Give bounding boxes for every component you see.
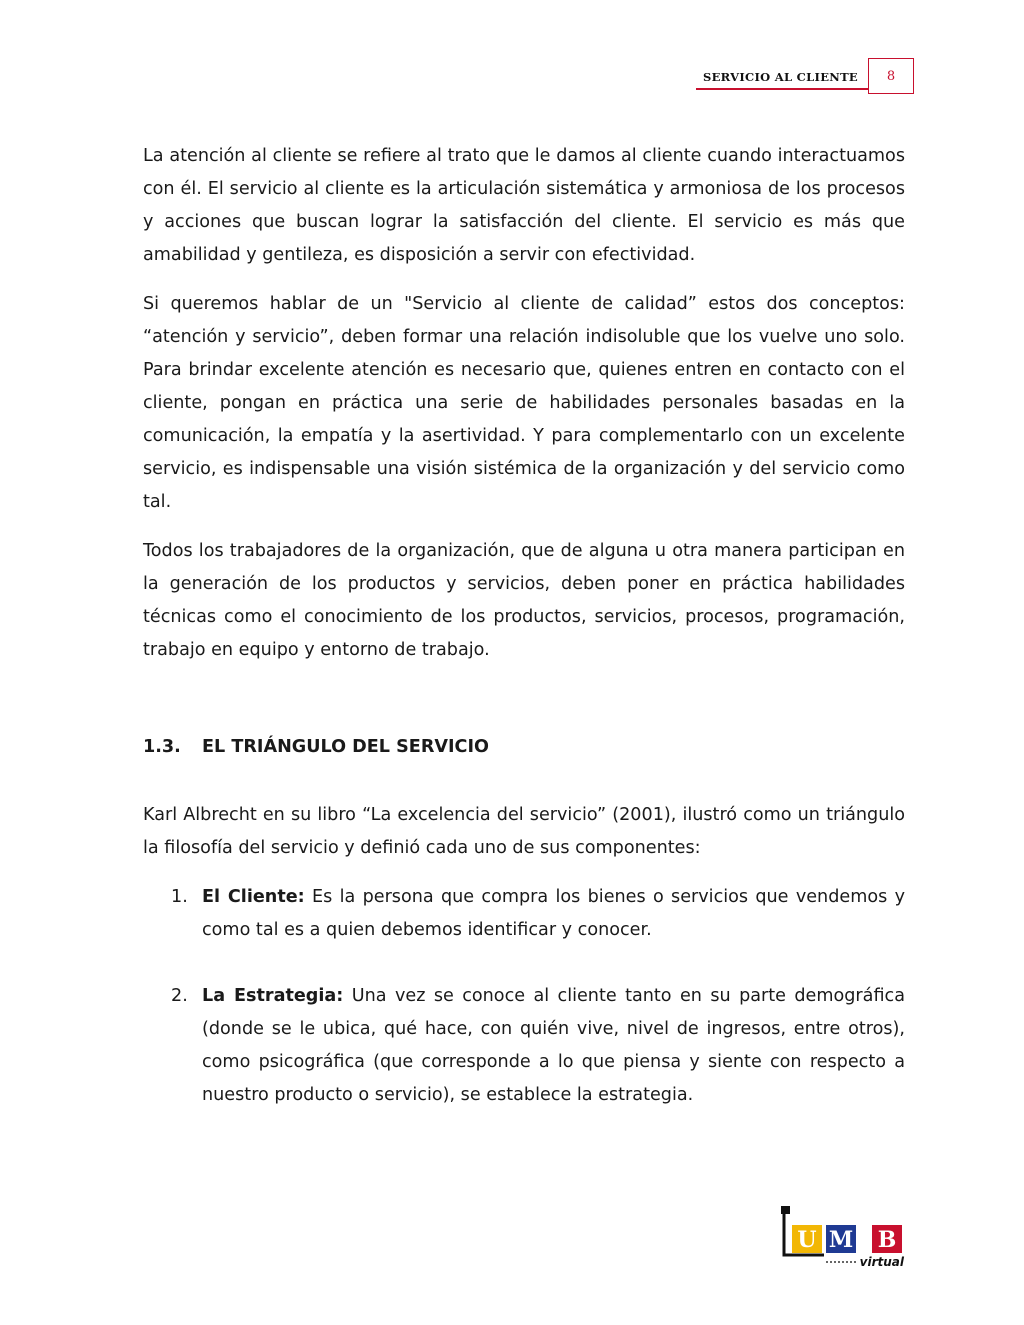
paragraph-2: Si queremos hablar de un "Servicio al cliente de calidad” estos dos conceptos: “atención y servicio”, deben formar una relación indisoluble que los vuelve uno solo. Para brindar excelente atención es necesario que, quienes entren en contacto con el cliente, pongan en práctica una serie de habilidades personales basadas en la comunicación, la empatía y la asertividad. Y para complementarlo con un excelente servicio, es indispensable una visión sistémica de la organización y del servicio como tal.	[143, 294, 905, 512]
logo-letter-m: M	[828, 1227, 854, 1253]
list-item	[143, 980, 905, 1112]
header-title: SERVICIO AL CLIENTE	[702, 70, 858, 84]
section-heading	[143, 731, 905, 764]
list-marker: 1.	[171, 887, 188, 907]
page-header	[0, 58, 1024, 94]
paragraph-3: Todos los trabajadores de la organización, que de alguna u otra manera participan en la generación de los productos y servicios, deben poner en práctica habilidades técnicas como el conocimiento de los productos, servicios, procesos, programación, trabajo en equipo y entorno de trabajo.	[143, 541, 905, 660]
section-number: 1.3.	[143, 737, 181, 757]
paragraph-1: La atención al cliente se refiere al trato que le damos al cliente cuando interactuamos con él. El servicio al cliente es la articulación sistemática y armoniosa de los procesos y acciones que buscan lograr la satisfacción del cliente. El servicio es más que amabilidad y gentileza, es disposición a servir con efectividad.	[143, 146, 905, 265]
section-intro: Karl Albrecht en su libro “La excelencia del servicio” (2001), ilustró como un triángulo la filosofía del servicio y definió cada uno de sus componentes:	[143, 805, 905, 858]
umb-virtual-logo	[780, 1205, 906, 1270]
list-term: La Estrategia:	[202, 986, 344, 1006]
page-number: 8	[868, 58, 914, 94]
list-text: Es la persona que compra los bienes o servicios que vendemos y como tal es a quien debemos identificar y conocer.	[202, 887, 905, 940]
section-title: EL TRIÁNGULO DEL SERVICIO	[202, 737, 489, 757]
logo-letter-b: B	[877, 1227, 897, 1253]
component-list	[143, 881, 905, 1112]
page-content	[143, 140, 905, 1145]
list-marker: 2.	[171, 986, 188, 1006]
list-term: El Cliente:	[202, 887, 305, 907]
header-rule	[696, 88, 868, 90]
list-text: Una vez se conoce al cliente tanto en su parte demográfica (donde se le ubica, qué hace, con quién vive, nivel de ingresos, entre otros), como psicográfica (que corresponde a lo que piensa y siente con respecto a nuestro producto o servicio), se establece la estrategia.	[202, 986, 905, 1105]
logo-subtitle: virtual	[859, 1255, 904, 1269]
logo-letter-u: U	[797, 1227, 817, 1253]
logo-frame-corner	[781, 1206, 790, 1214]
list-item	[143, 881, 905, 947]
